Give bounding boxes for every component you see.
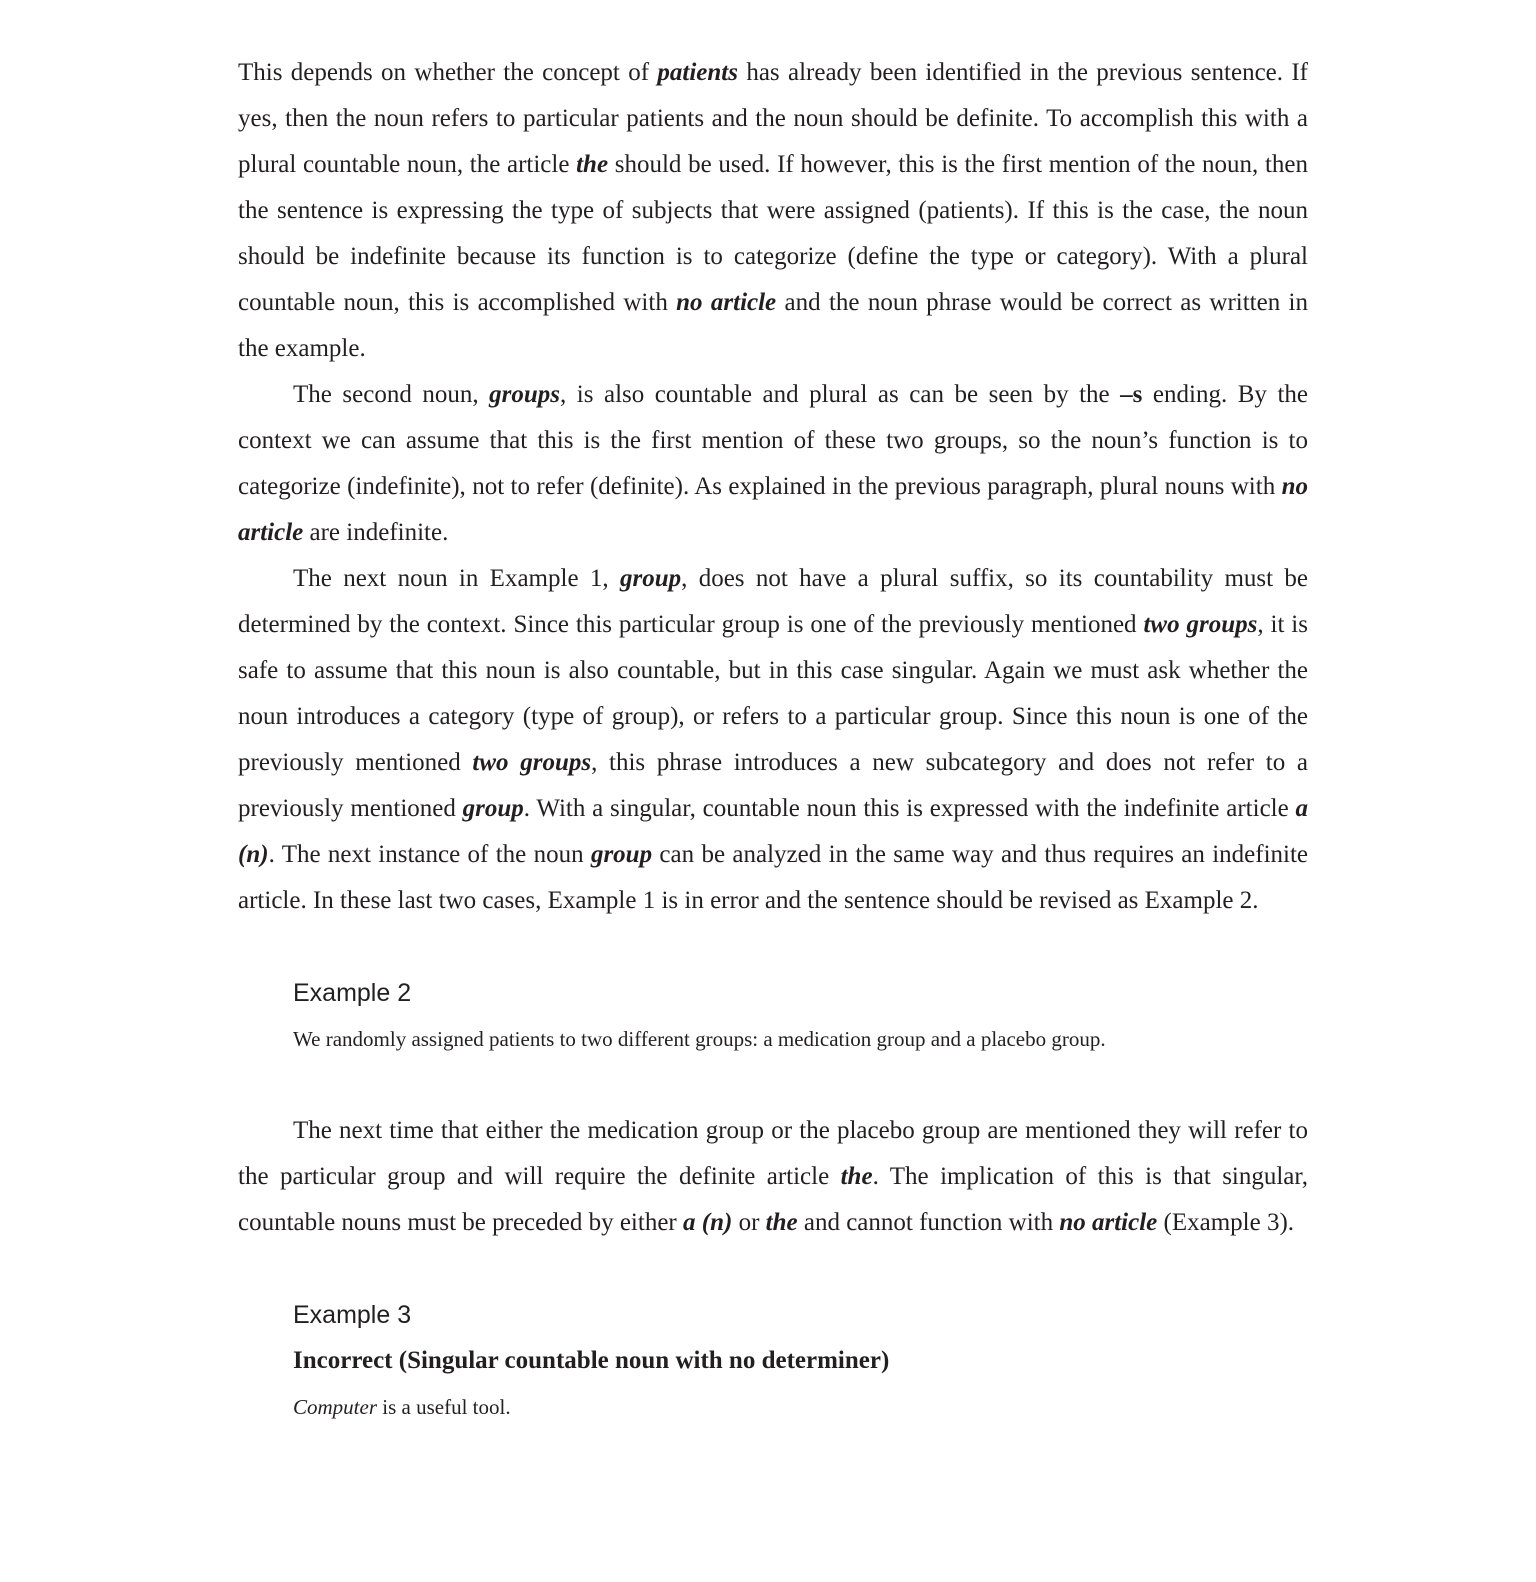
text-run: , it is safe to assume that this noun is also countable, but in this case singular. Again we must ask whether the noun introduces a category (type of group), or refers to a particular group. Since this noun is one of the previously mentioned: [238, 611, 1308, 776]
emphasis-the: the: [576, 151, 609, 178]
spacer: [238, 924, 1308, 970]
emphasis-no-article: no article: [238, 473, 1308, 546]
example-3-text: [238, 1384, 1308, 1430]
example-3-heading: Example 3: [293, 1301, 412, 1329]
text-run: are indefinite.: [303, 519, 449, 546]
spacer: [238, 1246, 1308, 1292]
text-run: The second noun,: [293, 381, 490, 408]
text-run: , does not have a plural suffix, so its countability must be determined by the context. Since this particular group is one of the previously mentioned: [238, 565, 1309, 638]
example-2-heading: Example 2: [293, 979, 412, 1007]
paragraph-3: [238, 556, 1308, 924]
text-run: . The implication of this is that singular, countable nouns must be preceded by either: [238, 1163, 1308, 1236]
emphasis-group: group: [462, 795, 524, 822]
text-run: , is also countable and plural as can be seen by the: [560, 381, 1121, 408]
paragraph-4: [238, 1108, 1308, 1246]
text-run: . With a singular, countable noun this is expressed with the indefinite article: [523, 795, 1296, 822]
text-run: or: [732, 1209, 766, 1236]
text-run: The next noun in Example 1,: [293, 565, 620, 592]
example-3-italic-word: Computer: [293, 1395, 377, 1419]
text-run: ending. By the context we can assume that this is the first mention of these two groups, so the noun’s function is to categorize (indefinite), not to refer (definite). As explained in the previous paragraph, plural nouns with: [238, 381, 1308, 500]
emphasis-the: the: [765, 1209, 798, 1236]
emphasis-group: group: [590, 841, 653, 868]
text-run: is a useful tool.: [377, 1395, 511, 1419]
emphasis-s-ending: –s: [1120, 381, 1143, 408]
example-2-text: We randomly assigned patients to two different groups: a medication group and a placebo group.: [293, 1027, 1106, 1051]
emphasis-no-article: no article: [676, 289, 777, 316]
text-run: can be analyzed in the same way and thus requires an indefinite article. In these last two cases, Example 1 is in error and the sentence should be revised as Example 2.: [238, 841, 1309, 914]
spacer: [238, 1062, 1308, 1108]
text-run: should be used. If however, this is the first mention of the noun, then the sentence is expressing the type of subjects that were assigned (patients). If this is the case, the noun should be indefinite because its function is to categorize (define the type or category). With a plural countable noun, this is accomplished with: [238, 151, 1308, 316]
example-3-label: Incorrect (Singular countable noun with no determiner): [293, 1347, 890, 1374]
emphasis-two-groups: two groups: [1143, 611, 1258, 638]
text-run: has already been identified in the previous sentence. If yes, then the noun refers to particular patients and the noun should be definite. To accomplish this with a plural countable noun, the article: [238, 59, 1308, 178]
emphasis-the: the: [840, 1163, 873, 1190]
emphasis-a-n: a (n): [238, 795, 1308, 868]
text-run: This depends on whether the concept of: [238, 59, 658, 86]
emphasis-no-article: no article: [1059, 1209, 1158, 1236]
paragraph-2: [238, 372, 1308, 556]
text-run: , this phrase introduces a new subcategory and does not refer to a previously mentioned: [238, 749, 1308, 822]
emphasis-group: group: [619, 565, 682, 592]
text-run: and the noun phrase would be correct as written in the example.: [238, 289, 1309, 362]
emphasis-a-n: a (n): [683, 1209, 733, 1236]
text-run: The next time that either the medication group or the placebo group are mentioned they will refer to the particular group and will require the definite article: [238, 1117, 1308, 1190]
text-run: (Example 3).: [1157, 1209, 1295, 1236]
document-page: [238, 50, 1308, 1430]
emphasis-groups: groups: [489, 381, 560, 408]
paragraph-1: [238, 50, 1308, 372]
text-run: and cannot function with: [797, 1209, 1060, 1236]
emphasis-patients: patients: [657, 59, 738, 86]
emphasis-two-groups: two groups: [472, 749, 592, 776]
text-run: . The next instance of the noun: [268, 841, 591, 868]
